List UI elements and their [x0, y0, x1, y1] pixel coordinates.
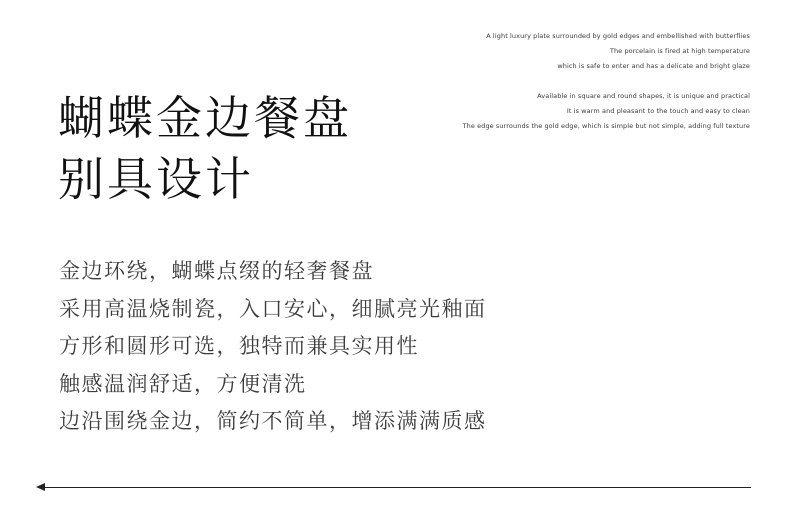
english-intro-line: The porcelain is fired at high temperature — [609, 47, 750, 55]
english-intro-line: The edge surrounds the gold edge, which is simple but not simple, adding full texture — [462, 122, 750, 130]
title-line-1: 蝴蝶金边餐盘 — [58, 91, 352, 145]
english-intro-group-1 — [486, 29, 750, 74]
english-intro-line: which is safe to enter and has a delicate and bright glaze — [557, 62, 750, 70]
feature-list — [59, 253, 487, 441]
title-line-2: 别具设计 — [58, 152, 254, 206]
feature-item: 金边环绕，蝴蝶点缀的轻奢餐盘 — [59, 259, 374, 283]
page-title — [58, 88, 352, 210]
feature-item: 边沿围绕金边，简约不简单，增添满满质感 — [59, 409, 487, 433]
english-intro-line: It is warm and pleasant to the touch and easy to clean — [566, 107, 750, 115]
english-intro-line: A light luxury plate surrounded by gold edges and embellished with butterflies — [486, 32, 750, 40]
feature-item: 方形和圆形可选，独特而兼具实用性 — [59, 334, 419, 358]
english-intro-group-2 — [463, 89, 750, 134]
english-intro-line: Available in square and round shapes, it is unique and practical — [537, 92, 750, 100]
feature-item: 采用高温烧制瓷，入口安心，细腻亮光釉面 — [59, 296, 487, 321]
feature-item: 触感温润舒适，方便清洗 — [59, 371, 307, 396]
divider-line — [42, 487, 751, 488]
